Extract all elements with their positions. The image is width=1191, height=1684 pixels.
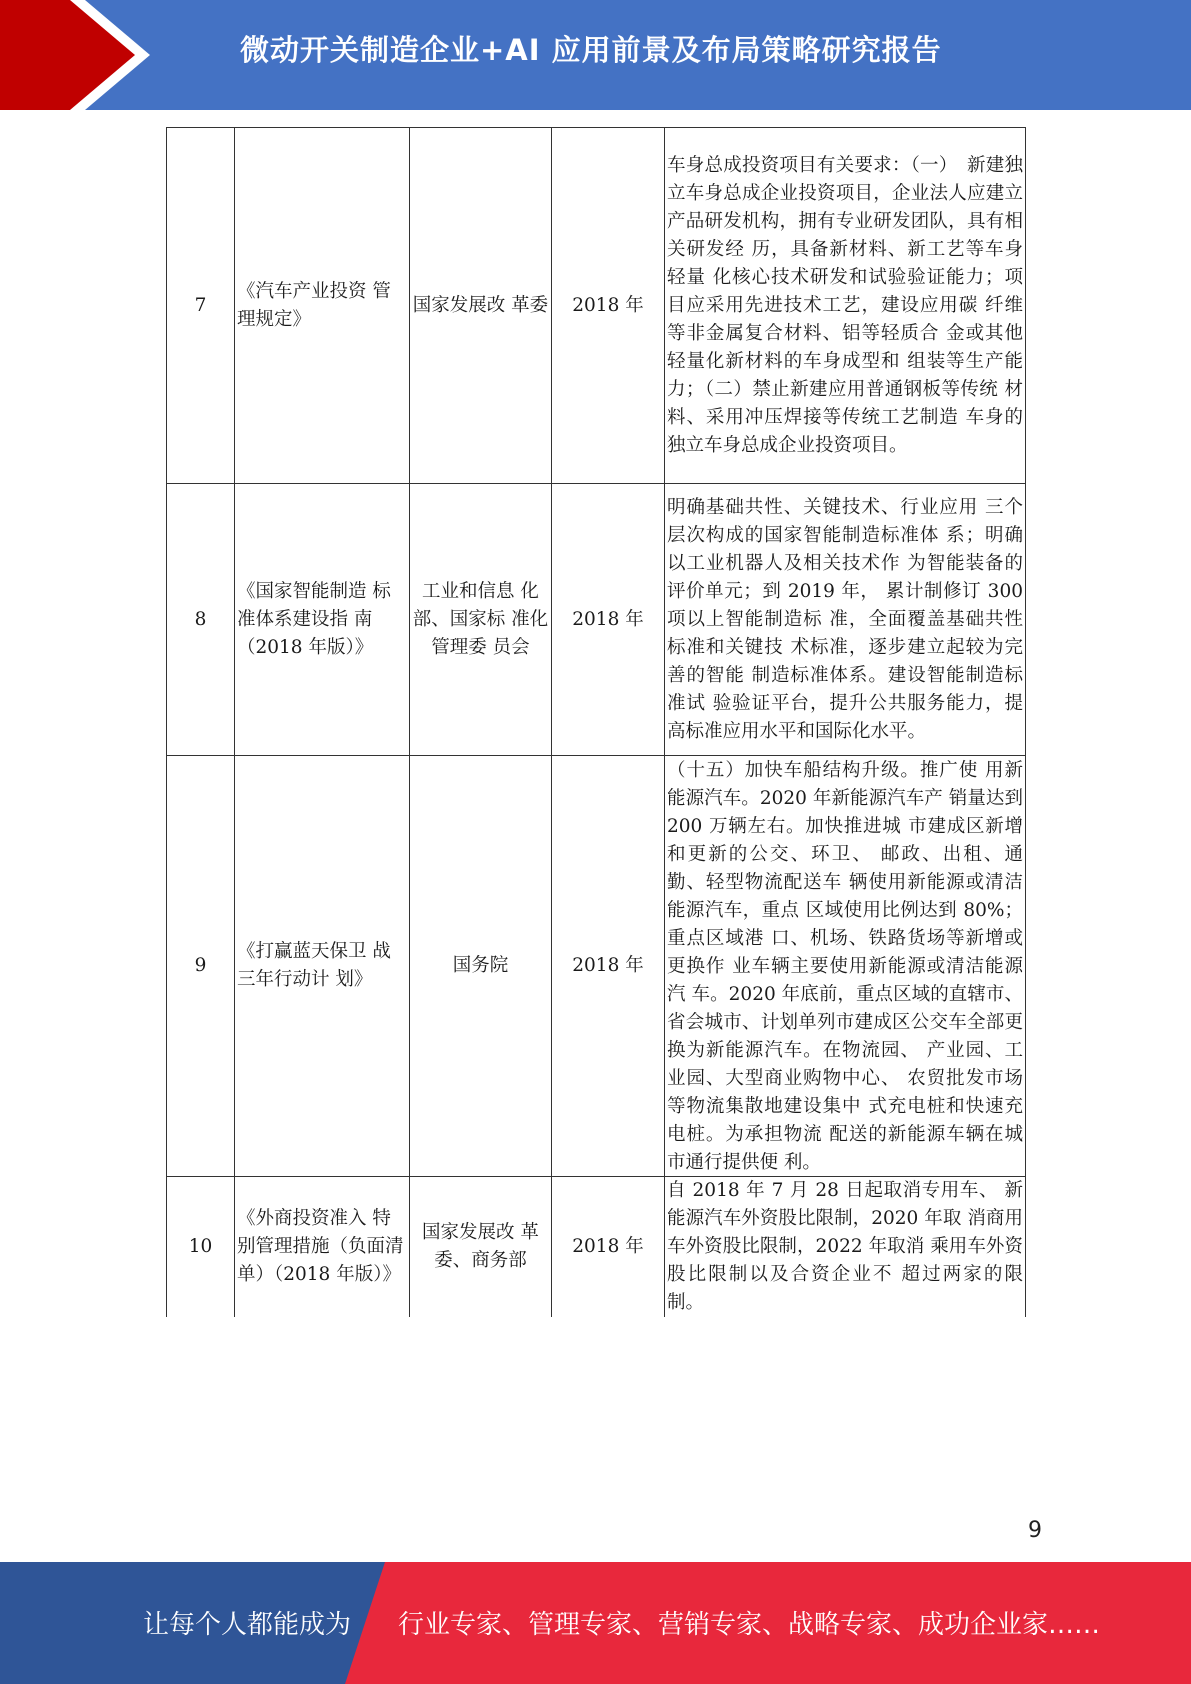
- report-title: 微动开关制造企业+AI 应用前景及布局策略研究报告: [240, 33, 942, 67]
- issue-year: 2018 年: [552, 484, 665, 756]
- policy-name: 《国家智能制造 标准体系建设指 南（2018 年版）》: [235, 484, 410, 756]
- table-row: [167, 1177, 1026, 1318]
- footer-slogan-left: 让每个人都能成为: [143, 1610, 352, 1640]
- issue-year: 2018 年: [552, 128, 665, 484]
- policy-table: [166, 127, 1026, 1317]
- table-row: [167, 756, 1026, 1177]
- policy-content: 明确基础共性、关键技术、行业应用 三个层次构成的国家智能制造标准体 系；明确以工业机器人及相关技术作 为智能装备的评价单元；到 2019 年， 累计制修订 300 项以上智能制造标 准，全面覆盖基础共性标准和关键技 术标准，逐步建立起较为完善的智能 制造标准体系。建设智能制造标准试 验验证平台，提升公共服务能力，提 高标准应用水平和国际化水平。: [665, 484, 1026, 756]
- header-red-chevron: [0, 0, 160, 110]
- table-row: [167, 128, 1026, 484]
- footer-slogan-right: 行业专家、管理专家、营销专家、战略专家、成功企业家……: [398, 1610, 1101, 1640]
- row-number: 7: [167, 128, 235, 484]
- policy-content: 自 2018 年 7 月 28 日起取消专用车、 新能源汽车外资股比限制，2020 年取 消商用车外资股比限制，2022 年取消 乘用车外资股比限制以及合资企业不 超过两家的限制。: [665, 1177, 1026, 1318]
- policy-content: [665, 756, 1026, 1177]
- page-number: 9: [1028, 1518, 1042, 1543]
- issue-year: 2018 年: [552, 1177, 665, 1318]
- issuing-department: 国家发展改 革委: [410, 128, 552, 484]
- row-number: 9: [167, 756, 235, 1177]
- row-number: 10: [167, 1177, 235, 1318]
- issue-year: 2018 年: [552, 756, 665, 1177]
- row-number: 8: [167, 484, 235, 756]
- issuing-department: 国家发展改 革委、商务部: [410, 1177, 552, 1318]
- issuing-department: 国务院: [410, 756, 552, 1177]
- policy-name: 《外商投资准入 特别管理措施（负面清单）（2018 年版）》: [235, 1177, 410, 1318]
- policy-name: 《汽车产业投资 管理规定》: [235, 128, 410, 484]
- issuing-department: 工业和信息 化部、国家标 准化管理委 员会: [410, 484, 552, 756]
- page-header: [0, 0, 1191, 110]
- policy-name: 《打赢蓝天保卫 战三年行动计 划》: [235, 756, 410, 1177]
- policy-content-text: （十五）加快车船结构升级。推广使 用新能源汽车。2020 年新能源汽车产 销量达到 200 万辆左右。加快推进城 市建成区新增和更新的公交、环卫、 邮政、出租、通勤、轻型物流配送车 辆使用新能源或清洁能源汽车，重点 区域使用比例达到 80%；重点区域港 口、机场、铁路货场等新增或更换作 业车辆主要使用新能源或清洁能源汽 车。2020 年底前，重点区域的直辖市、 省会城市、计划单列市建成区公交车全部更换为新能源汽车。在物流园、 产业园、工业园、大型商业购物中心、 农贸批发市场等物流集散地建设集中 式充电桩和快速充电桩。为承担物流 配送的新能源车辆在城市通行提供便 利。: [667, 759, 1023, 1173]
- page-footer: [0, 1562, 1191, 1684]
- table-row: [167, 484, 1026, 756]
- policy-content: 车身总成投资项目有关要求：（一） 新建独立车身总成企业投资项目，企业法人应建立产品研发机构，拥有专业研发团队，具有相关研发经 历，具备新材料、新工艺等车身轻量 化核心技术研发和试验验证能力；项 目应采用先进技术工艺，建设应用碳 纤维等非金属复合材料、铝等轻质合 金或其他轻量化新材料的车身成型和 组装等生产能力；（二）禁止新建应用普通钢板等传统 材料、采用冲压焊接等传统工艺制造 车身的独立车身总成企业投资项目。: [665, 128, 1026, 484]
